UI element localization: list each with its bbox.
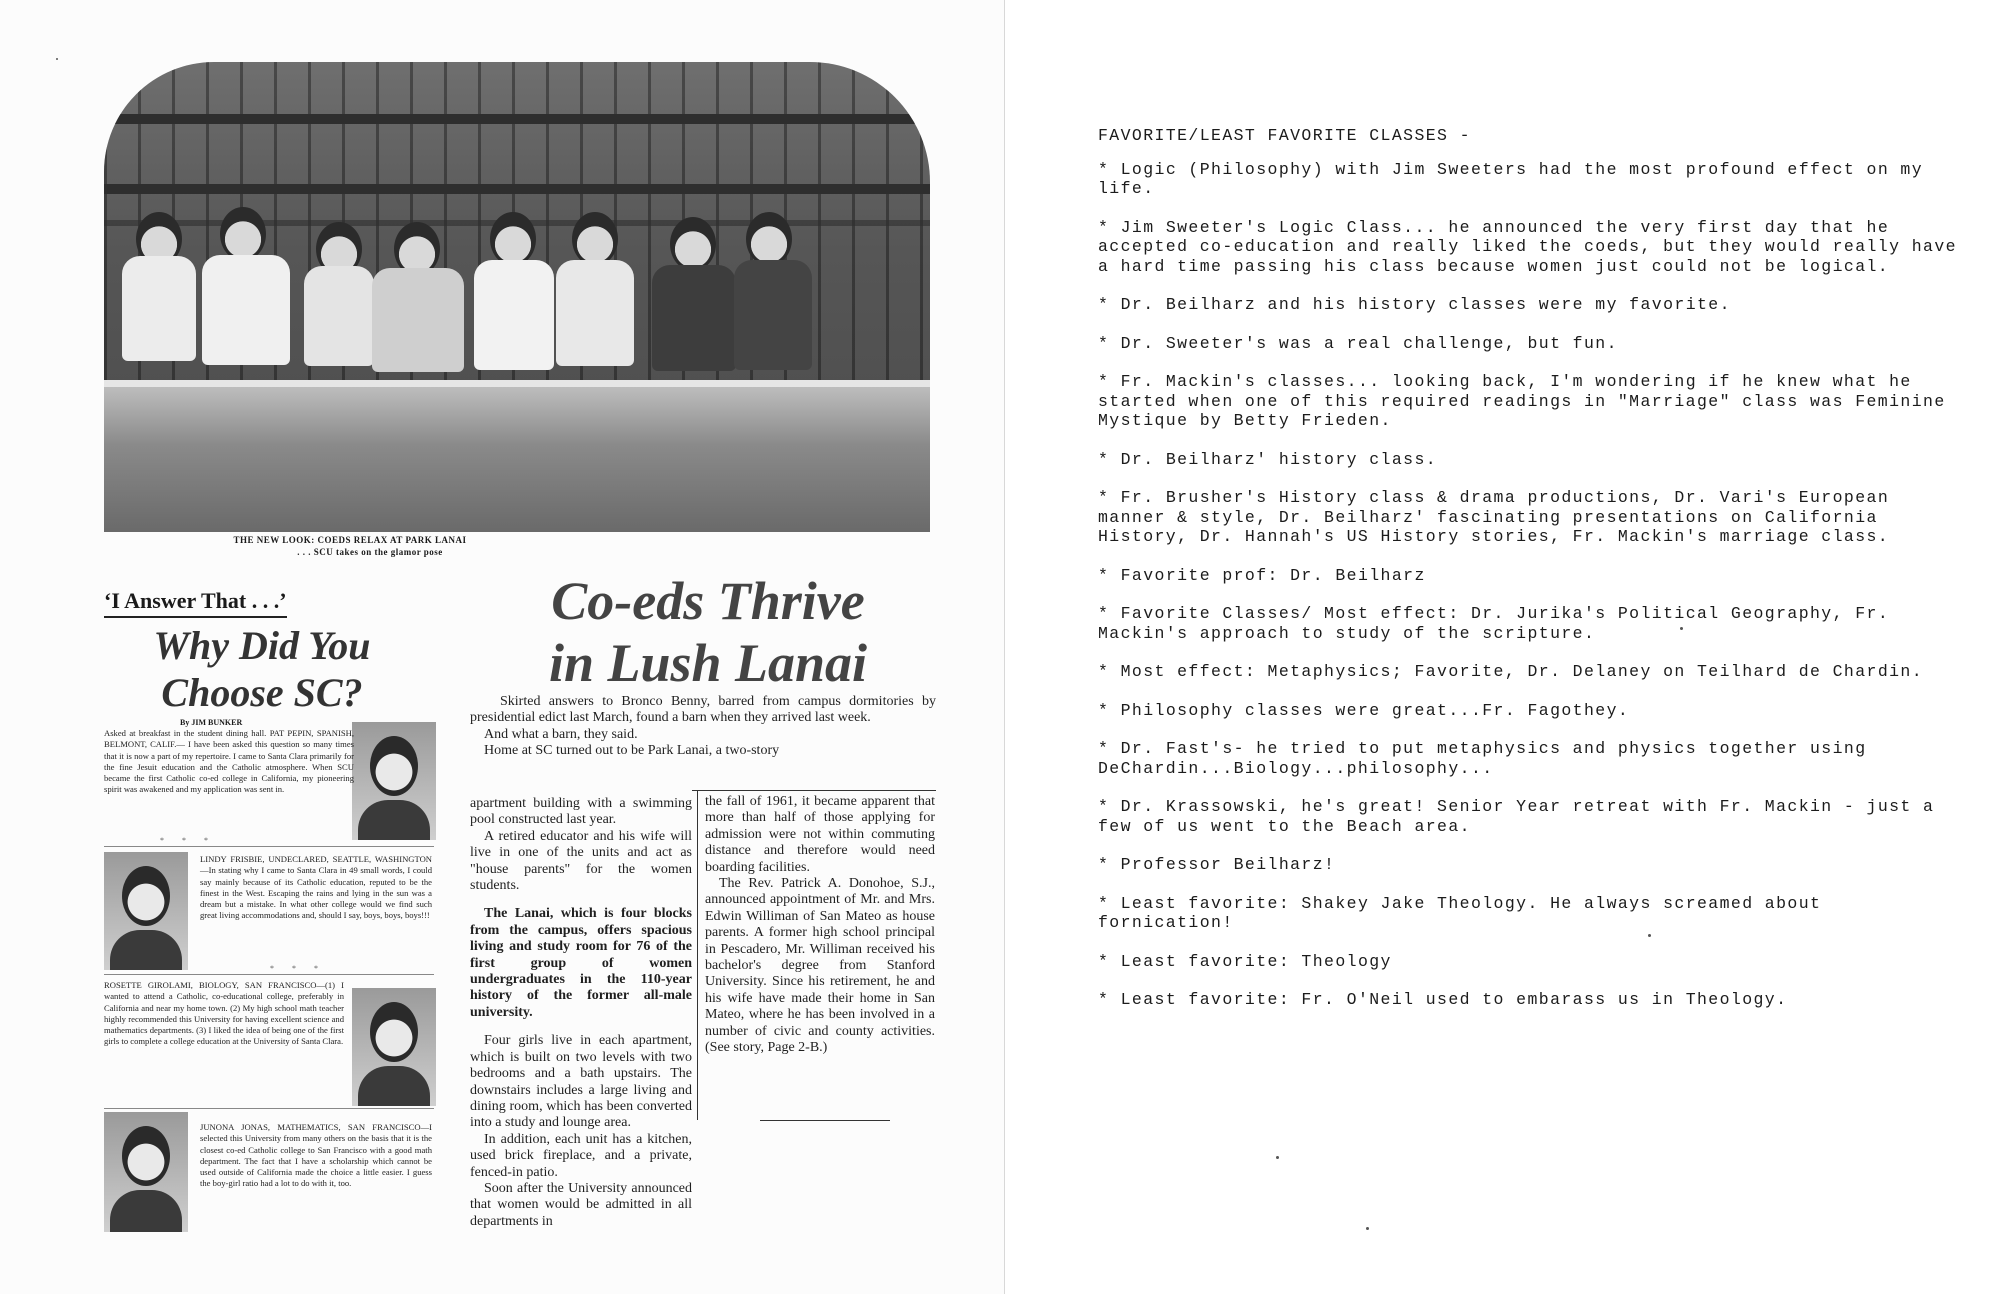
answer-paragraph: LINDY FRISBIE, UNDECLARED, SEATTLE, WASHINGTON—In stating why I came to Santa Clara in 49 small words, I could say mainly because of its Catholic education, reputed to be the finest in the West. Escaping the rains and lying in the sun was a dream but a mistake. In what other college would we find such great living accommodations and, should I say, boys, boys, boys!!! bbox=[200, 854, 432, 921]
response-item bbox=[1098, 160, 1958, 199]
response-text: Dr. Beilharz and his history classes were my favorite. bbox=[1120, 295, 1731, 314]
response-item bbox=[1098, 450, 1958, 470]
response-text: Professor Beilharz! bbox=[1120, 855, 1336, 874]
bullet-asterisk: * bbox=[1098, 488, 1121, 507]
page-title: FAVORITE/LEAST FAVORITE CLASSES - bbox=[1098, 126, 1471, 145]
bullet-asterisk: * bbox=[1098, 662, 1121, 681]
response-item bbox=[1098, 218, 1958, 277]
response-item bbox=[1098, 797, 1958, 836]
portrait-photo bbox=[352, 722, 436, 840]
bullet-asterisk: * bbox=[1098, 565, 1121, 585]
bullet-asterisk: * bbox=[1098, 295, 1121, 314]
column-kicker: ‘I Answer That . . .’ bbox=[104, 588, 287, 618]
response-text: Jim Sweeter's Logic Class... he announced the very first day that he accepted co-education and really liked the coeds, but they would really have a hard time passing his class because women just could not be logical. bbox=[1098, 217, 1957, 276]
response-text: Dr. Fast's- he tried to put metaphysics and physics together using DeChardin...Biology...philosophy... bbox=[1098, 739, 1867, 778]
response-item bbox=[1098, 372, 1958, 431]
response-item bbox=[1098, 701, 1958, 721]
response-text: Philosophy classes were great...Fr. Fagothey. bbox=[1120, 700, 1630, 720]
photo-caption bbox=[150, 534, 550, 558]
response-item bbox=[1098, 295, 1958, 315]
response-text: Fr. Mackin's classes... looking back, I'm wondering if he knew what he started when one of this required readings in "Marriage" class was Feminine Mystique by Betty Frieden. bbox=[1098, 372, 1946, 430]
response-item bbox=[1098, 566, 1958, 586]
bullet-asterisk: * bbox=[1098, 372, 1121, 391]
portrait-photo bbox=[104, 1112, 188, 1232]
coeds-group-photo bbox=[104, 62, 930, 532]
response-text: Least favorite: Fr. O'Neil used to embarass us in Theology. bbox=[1120, 990, 1788, 1009]
answer-paragraph: ROSETTE GIROLAMI, BIOLOGY, SAN FRANCISCO—(1) I wanted to attend a Catholic, co-educational college, preferably in California and near my home town. (2) My high school math teacher highly recommended this University for having excellent science and mathematics departments. (3) I liked the idea of being one of the first girls to complete a college education at the University of Santa Clara. bbox=[104, 980, 344, 1047]
response-text: Favorite prof: Dr. Beilharz bbox=[1120, 565, 1426, 585]
article-column-1: apartment building with a swimming pool constructed last year. A retired educator and his wife will live in one of the units and act as "house parents" for the women students. The Lanai, which is four blocks from the campus, offers spacious living and study room for 76 of the first group of women undergraduates in the 110-year history of the former all-male university. Four girls live in each apartment, which is built on two levels with two bedrooms and a bath upstairs. The downstairs includes a large living and dining room, which has been converted into a study and lounge area. In addition, each unit has a kitchen, used brick fireplace, and a private, fenced-in patio. Soon after the University announced that women would be admitted in all departments in bbox=[470, 796, 692, 1229]
bullet-asterisk: * bbox=[1098, 449, 1121, 469]
response-text: Dr. Sweeter's was a real challenge, but fun. bbox=[1120, 333, 1618, 353]
response-item bbox=[1098, 990, 1958, 1010]
response-item bbox=[1098, 334, 1958, 354]
response-text: Least favorite: Shakey Jake Theology. He always screamed about fornication! bbox=[1098, 893, 1822, 932]
bullet-asterisk: * bbox=[1098, 159, 1121, 179]
response-item bbox=[1098, 855, 1958, 875]
response-text: Logic (Philosophy) with Jim Sweeters had the most profound effect on my life. bbox=[1098, 159, 1924, 198]
bullet-asterisk: * bbox=[1098, 797, 1121, 816]
response-text: Least favorite: Theology bbox=[1120, 951, 1392, 971]
response-item bbox=[1098, 662, 1958, 682]
classes-responses-list bbox=[1098, 126, 1958, 1029]
response-item bbox=[1098, 894, 1958, 933]
article-lead: Skirted answers to Bronco Benny, barred from campus dormitories by presidential edict last March, found a barn when they arrived last week. And what a barn, they said. Home at SC turned out to be Park Lanai, a two-story bbox=[470, 694, 936, 759]
bullet-asterisk: * bbox=[1098, 217, 1121, 237]
bullet-asterisk: * bbox=[1098, 604, 1121, 623]
separator-dots: * * * bbox=[270, 964, 326, 973]
response-text: Most effect: Metaphysics; Favorite, Dr. Delaney on Teilhard de Chardin. bbox=[1120, 662, 1924, 681]
response-item bbox=[1098, 604, 1958, 643]
bullet-asterisk: * bbox=[1098, 700, 1121, 720]
side-article-headline: Why Did You Choose SC? bbox=[153, 623, 371, 715]
bullet-asterisk: * bbox=[1098, 951, 1121, 971]
response-text: Dr. Beilharz' history class. bbox=[1120, 449, 1438, 469]
response-item bbox=[1098, 952, 1958, 972]
bullet-asterisk: * bbox=[1098, 990, 1121, 1009]
bullet-asterisk: * bbox=[1098, 739, 1121, 758]
portrait-photo bbox=[104, 852, 188, 970]
answer-paragraph: Asked at breakfast in the student dining hall. PAT PEPIN, SPANISH, BELMONT, CALIF.— I have been asked this question so many times that it is now a part of my repertoire. I came to Santa Clara primarily for the fine Jesuit education and the Catholic atmosphere. When SCU became the first Catholic co-ed college in California, my pioneering spirit was awakened and my application was sent in. bbox=[104, 728, 354, 795]
bullet-asterisk: * bbox=[1098, 333, 1121, 353]
separator-dots: * * * bbox=[160, 836, 216, 845]
portrait-photo bbox=[352, 988, 436, 1106]
article-column-2: the fall of 1961, it became apparent that more than half of those applying for admission were not within commuting distance and therefore would need boarding facilities. The Rev. Patrick A. Donohoe, S.J., announced appointment of Mr. and Mrs. Edwin Williman of San Mateo as house parents. A former high school principal in Pescadero, Mr. Williman received his bachelor's degree from Stanford University. Since his retirement, he and his wife have made their home in San Mateo, where he has been involved in a number of civic and county activities. (See story, Page 2-B.) bbox=[705, 794, 935, 1056]
byline: By JIM BUNKER bbox=[180, 718, 243, 727]
response-item bbox=[1098, 488, 1958, 547]
bullet-asterisk: * bbox=[1098, 855, 1121, 874]
response-item bbox=[1098, 739, 1958, 778]
bullet-asterisk: * bbox=[1098, 893, 1121, 913]
response-text: Dr. Krassowski, he's great! Senior Year retreat with Fr. Mackin - just a few of us went to the Beach area. bbox=[1098, 797, 1935, 836]
caption-line-1: THE NEW LOOK: COEDS RELAX AT PARK LANAI bbox=[233, 535, 467, 545]
response-text: Fr. Brusher's History class & drama productions, Dr. Vari's European manner & style, Dr. Beilharz' fascinating presentations on California History, Dr. Hannah's US History stories, Fr. Mackin's marriage class. bbox=[1098, 488, 1890, 546]
response-text: Favorite Classes/ Most effect: Dr. Jurika's Political Geography, Fr. Mackin's approach to study of the scripture. bbox=[1098, 604, 1890, 643]
caption-line-2: . . . SCU takes on the glamor pose bbox=[297, 547, 443, 557]
answer-paragraph: JUNONA JONAS, MATHEMATICS, SAN FRANCISCO—I selected this University from many others on the basis that it is the closest co-ed Catholic college to San Francisco with a good math department. The fact that I have a scholarship which cannot be used outside of California made the choice a little easier. I guess the boy-girl ratio had a lot to do with it, too. bbox=[200, 1122, 432, 1189]
main-article-headline: Co-eds Thrive in Lush Lanai bbox=[548, 571, 868, 693]
